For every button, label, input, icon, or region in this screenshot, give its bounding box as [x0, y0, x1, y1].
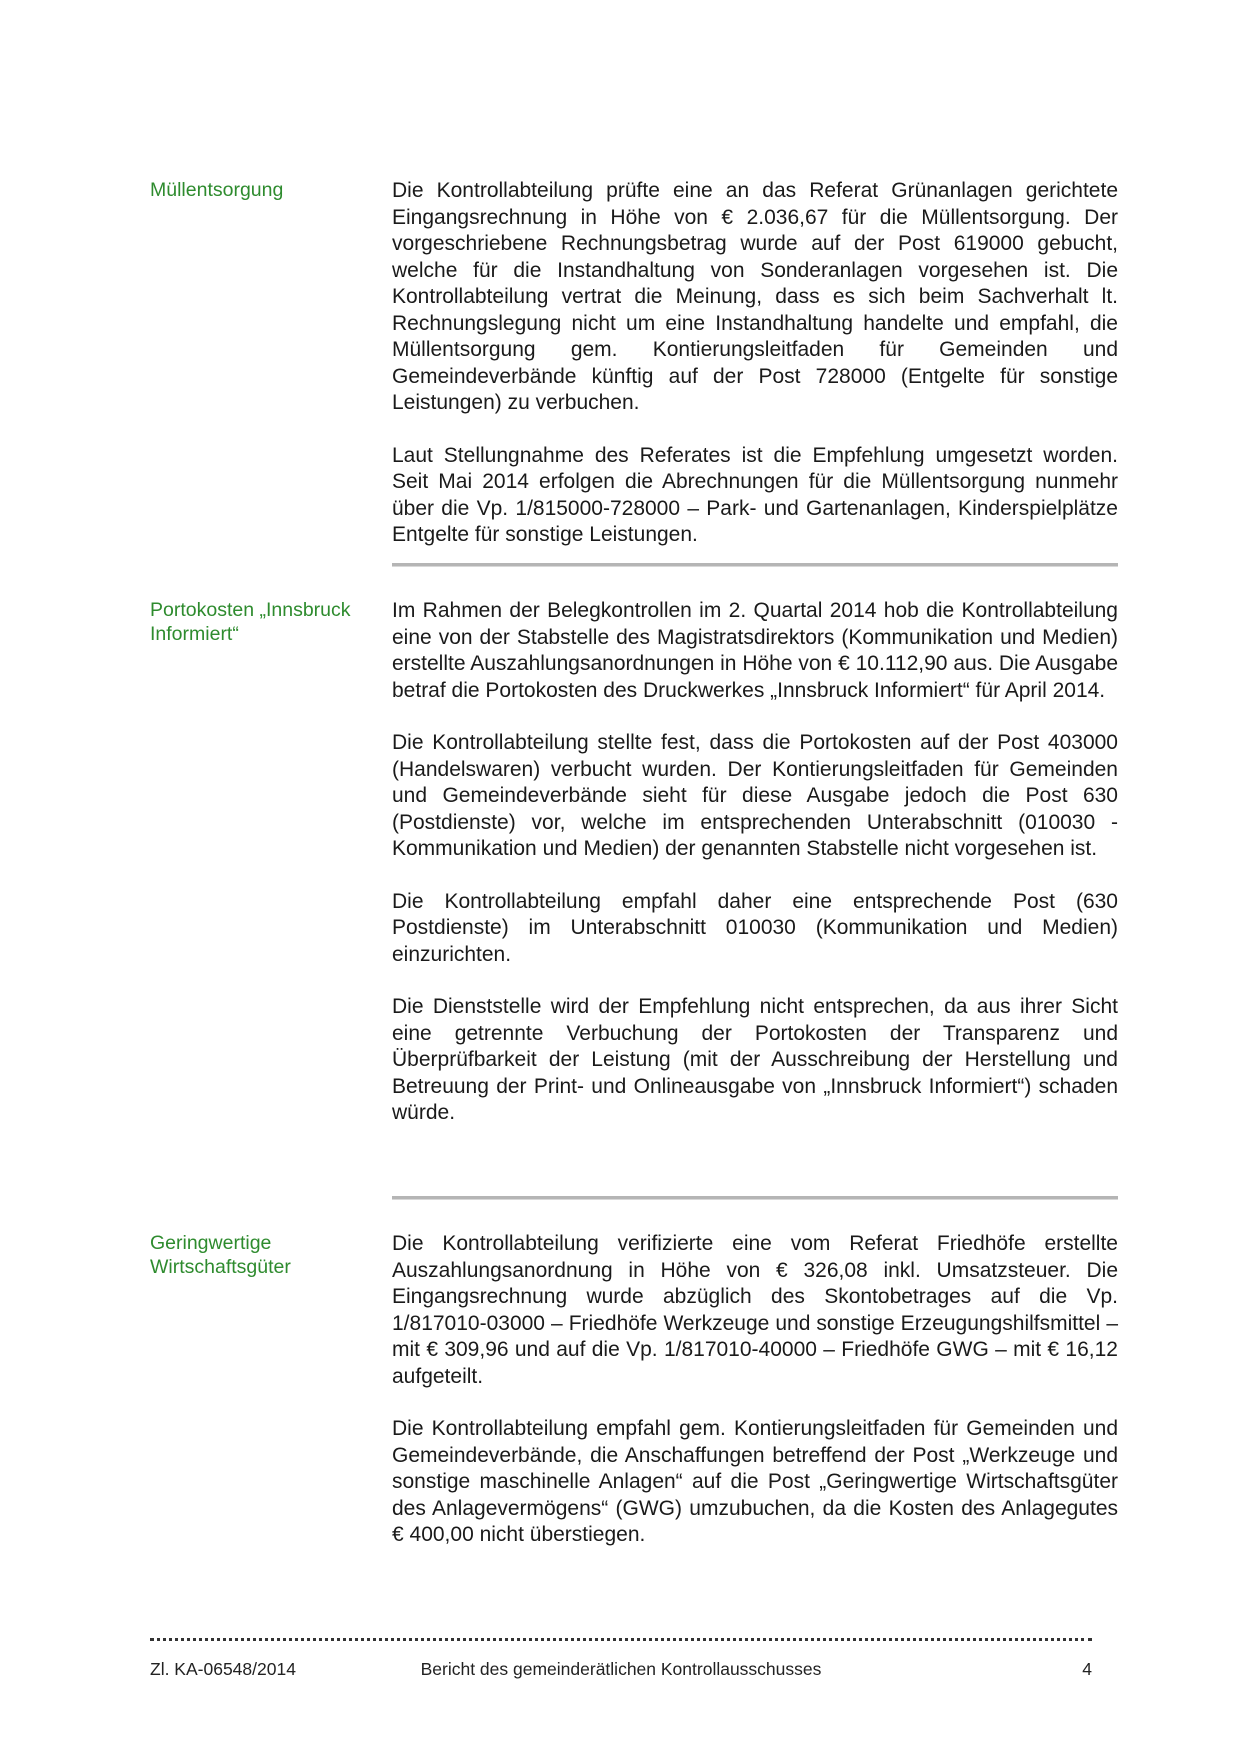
section-label: Portokosten „Innsbruck Informiert“ — [150, 599, 351, 645]
paragraph: Die Kontrollabteilung stellte fest, dass die Portokosten auf der Post 403000 (Handelswaren) verbucht wurden. Der Kontierungsleitfaden für Gemeinden und Gemeindeverbände sieht für diese Ausgabe jedoch die Post 630 (Postdienste) vor, welche im entsprechenden Unterabschnitt (010030 - Kommunikation und Medien) der genannten Stabstelle nicht vorgesehen ist. — [392, 731, 1118, 860]
footer-title: Bericht des gemeinderätlichen Kontrollausschusses — [420, 1659, 822, 1679]
paragraph: Die Kontrollabteilung prüfte eine an das Referat Grünanlagen gerichtete Eingangsrechnung in Höhe von € 2.036,67 für die Müllentsorgung. Der vorgeschriebene Rechnungsbetrag wurde auf der Post 619000 gebucht, welche für die Instandhaltung von Sonderanlagen vorgesehen ist. Die Kontrollabteilung vertrat die Meinung, dass es sich beim Sachverhalt lt. Rechnungslegung nicht um eine Instandhaltung handelte und empfahl, die Müllentsorgung gem. Kontierungsleitfaden für Gemeinden und Gemeindeverbände künftig auf der Post 728000 (Entgelte für sonstige Leistungen) zu verbuchen. — [392, 179, 1118, 414]
paragraph: Die Kontrollabteilung empfahl daher eine entsprechende Post (630 Postdienste) im Unterabschnitt 010030 (Kommunikation und Medien) einzurichten. — [392, 889, 1118, 966]
section-divider — [392, 563, 1118, 567]
paragraph: Die Dienststelle wird der Empfehlung nicht entsprechen, da aus ihrer Sicht eine getrennte Verbuchung der Portokosten der Transparenz und Überprüfbarkeit der Leistung (mit der Ausschreibung der Herstellung und Betreuung der Print- und Onlineausgabe von „Innsbruck Informiert“) schaden würde. — [392, 995, 1118, 1124]
section-label: Müllentsorgung — [150, 179, 284, 201]
page-number: 4 — [1082, 1659, 1092, 1679]
paragraph: Die Kontrollabteilung verifizierte eine vom Referat Friedhöfe erstellte Auszahlungsanordnung in Höhe von € 326,08 inkl. Umsatzsteuer. Die Eingangsrechnung wurde abzüglich des Skontobetrages auf die Vp. 1/817010-03000 – Friedhöfe Werkzeuge und sonstige Erzeugungshilfsmittel – mit € 309,96 und auf die Vp. 1/817010-40000 – Friedhöfe GWG – mit € 16,12 aufgeteilt. — [392, 1232, 1118, 1388]
footer-dotted-rule — [150, 1638, 1092, 1641]
section-divider — [392, 1196, 1118, 1200]
section-body — [392, 178, 1118, 549]
footer-reference: Zl. KA-06548/2014 — [150, 1659, 296, 1679]
paragraph: Im Rahmen der Belegkontrollen im 2. Quartal 2014 hob die Kontrollabteilung eine von der Stabstelle des Magistratsdirektors (Kommunikation und Medien) erstellte Auszahlungsanordnungen in Höhe von € 10.112,90 aus. Die Ausgabe betraf die Portokosten des Druckwerkes „Innsbruck Informiert“ für April 2014. — [392, 599, 1118, 702]
paragraph: Die Kontrollabteilung empfahl gem. Kontierungsleitfaden für Gemeinden und Gemeindeverbände, die Anschaffungen betreffend der Post „Werkzeuge und sonstige maschinelle Anlagen“ auf die Post „Geringwertige Wirtschaftsgüter des Anlagevermögens“ (GWG) umzubuchen, da die Kosten des Anlagegutes € 400,00 nicht überstiegen. — [392, 1417, 1118, 1546]
section-body — [392, 598, 1118, 1127]
section-label: Geringwertige Wirtschaftsgüter — [150, 1232, 291, 1278]
paragraph: Laut Stellungnahme des Referates ist die Empfehlung umgesetzt worden. Seit Mai 2014 erfolgen die Abrechnungen für die Müllentsorgung nunmehr über die Vp. 1/815000-728000 – Park- und Gartenanlagen, Kinderspielplätze Entgelte für sonstige Leistungen. — [392, 443, 1118, 546]
section-body — [392, 1231, 1118, 1549]
